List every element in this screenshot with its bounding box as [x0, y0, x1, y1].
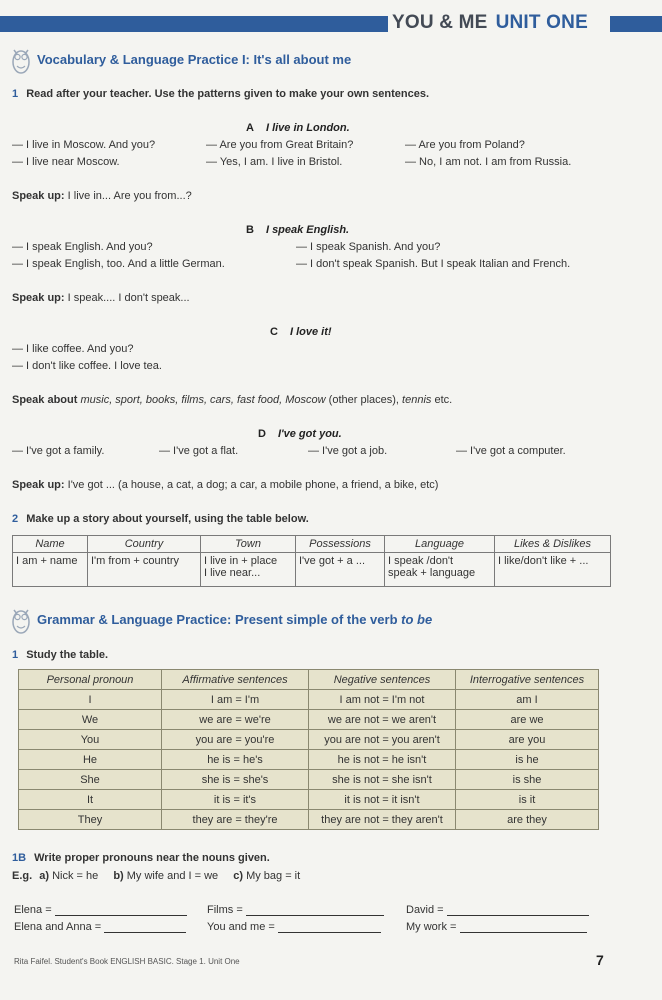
blank-item [207, 921, 381, 933]
grammar-cell: they are not = they aren't [309, 810, 456, 830]
pattern-c-line: — I like coffee. And you? [12, 343, 134, 355]
blank-line[interactable] [55, 905, 187, 916]
pattern-c-label [270, 326, 332, 338]
speak-about-mid: (other places), [325, 394, 403, 406]
table-row [13, 553, 611, 587]
grammar-cell: he is = he's [162, 750, 309, 770]
header-unit-text: UNIT ONE [495, 12, 588, 33]
grammar-cell: you are = you're [162, 730, 309, 750]
section2-title-italic: to be [401, 612, 433, 627]
table-header-cell: Language [385, 536, 495, 553]
table-header-cell: Name [13, 536, 88, 553]
header-title-text: YOU & ME [392, 12, 488, 33]
owl-icon [10, 606, 32, 634]
ex2-instruction [12, 513, 309, 525]
grammar-cell: she is not = she isn't [309, 770, 456, 790]
grammar-cell: I [19, 690, 162, 710]
pattern-a-line: — Are you from Poland? [405, 139, 525, 151]
pattern-a-line: — No, I am not. I am from Russia. [405, 156, 572, 168]
table-header-cell: Country [88, 536, 201, 553]
example-letter: a) [39, 870, 50, 882]
grammar-cell: We [19, 710, 162, 730]
grammar-cell: You [19, 730, 162, 750]
blank-label: You and me = [207, 921, 275, 933]
example-label: E.g. [12, 870, 33, 882]
grammar-cell: It [19, 790, 162, 810]
pattern-d-letter: D [258, 428, 266, 440]
speak-up-text: I've got ... (a house, a cat, a dog; a car, a mobile phone, a friend, a bike, etc) [67, 479, 439, 491]
speak-about-end: etc. [431, 394, 453, 406]
blank-line[interactable] [246, 905, 384, 916]
grammar-cell: he is not = he isn't [309, 750, 456, 770]
blank-label: My work = [406, 921, 457, 933]
about-me-table [12, 535, 611, 587]
ex1-number: 1 [12, 88, 19, 100]
pattern-d-title: I've got you. [277, 428, 342, 440]
example-letter: c) [233, 870, 244, 882]
table-cell: I'm from + country [88, 553, 201, 587]
pattern-c-letter: C [270, 326, 278, 338]
ex1b-instruction [12, 852, 270, 864]
pattern-a-label [246, 122, 350, 134]
ex1-instruction [12, 88, 429, 100]
grammar-row [19, 750, 599, 770]
table-header-row [13, 536, 611, 553]
ex1b-instruction-text: Write proper pronouns near the nouns given. [34, 852, 270, 864]
blank-line[interactable] [278, 922, 381, 933]
grammar-cell: are you [456, 730, 599, 750]
study-instruction-text: Study the table. [26, 649, 109, 661]
study-number: 1 [12, 649, 19, 661]
grammar-cell: is it [456, 790, 599, 810]
footer-text: Rita Faifel. Student's Book ENGLISH BASIC. Stage 1. Unit One [14, 957, 240, 966]
grammar-header-cell: Affirmative sentences [162, 670, 309, 690]
grammar-header-cell: Negative sentences [309, 670, 456, 690]
grammar-cell: is he [456, 750, 599, 770]
blank-label: Elena and Anna = [14, 921, 102, 933]
table-cell: I live in + place I live near... [201, 553, 296, 587]
pattern-b-line: — I speak Spanish. And you? [296, 241, 441, 253]
grammar-cell: it is = it's [162, 790, 309, 810]
header-title [392, 12, 588, 34]
grammar-header-row [19, 670, 599, 690]
pattern-c-title: I love it! [289, 326, 332, 338]
blank-item [14, 904, 187, 916]
grammar-row [19, 710, 599, 730]
blank-item [406, 904, 589, 916]
example-line [12, 870, 300, 882]
speak-up-b [12, 292, 190, 304]
grammar-cell: am I [456, 690, 599, 710]
blank-label: David = [406, 904, 444, 916]
pattern-a-letter: A [246, 122, 254, 134]
pattern-a-line: — Yes, I am. I live in Bristol. [206, 156, 343, 168]
to-be-table [18, 669, 599, 830]
table-cell: I like/don't like + ... [495, 553, 611, 587]
grammar-cell: they are = they're [162, 810, 309, 830]
grammar-row [19, 730, 599, 750]
ex2-number: 2 [12, 513, 19, 525]
table-cell: I've got + a ... [296, 553, 385, 587]
pattern-d-item: — I've got a family. [12, 445, 105, 457]
example-text: My wife and I = we [126, 870, 219, 882]
section2-title-text: Grammar & Language Practice: Present simple of the verb [37, 612, 402, 627]
table-header-cell: Possessions [296, 536, 385, 553]
grammar-row [19, 770, 599, 790]
grammar-cell: we are = we're [162, 710, 309, 730]
grammar-cell: are they [456, 810, 599, 830]
speak-up-label: Speak up: [12, 190, 65, 202]
grammar-cell: is she [456, 770, 599, 790]
section2-title [37, 612, 432, 627]
grammar-row [19, 790, 599, 810]
table-cell: I speak /don't speak + language [385, 553, 495, 587]
table-cell: I am + name [13, 553, 88, 587]
header-bar-right [610, 16, 662, 32]
speak-about-label: Speak about [12, 394, 78, 406]
example-text: My bag = it [246, 870, 301, 882]
ex1-instruction-text: Read after your teacher. Use the patterns given to make your own sentences. [26, 88, 430, 100]
pattern-b-line: — I speak English. And you? [12, 241, 153, 253]
pattern-b-letter: B [246, 224, 254, 236]
grammar-header-cell: Personal pronoun [19, 670, 162, 690]
grammar-row [19, 690, 599, 710]
blank-line[interactable] [460, 922, 587, 933]
pattern-d-item: — I've got a flat. [159, 445, 239, 457]
grammar-cell: She [19, 770, 162, 790]
pattern-c-line: — I don't like coffee. I love tea. [12, 360, 162, 372]
grammar-cell: you are not = you aren't [309, 730, 456, 750]
pattern-d-item: — I've got a computer. [456, 445, 566, 457]
grammar-row [19, 810, 599, 830]
speak-up-text: I live in... Are you from...? [67, 190, 192, 202]
table-header-cell: Town [201, 536, 296, 553]
grammar-cell: They [19, 810, 162, 830]
grammar-cell: she is = she's [162, 770, 309, 790]
pattern-b-label [246, 224, 349, 236]
blank-line[interactable] [104, 922, 186, 933]
pattern-b-line: — I don't speak Spanish. But I speak Italian and French. [296, 258, 571, 270]
header-bar-left [0, 16, 388, 32]
ex2-instruction-text: Make up a story about yourself, using the table below. [26, 513, 309, 525]
pattern-b-title: I speak English. [265, 224, 350, 236]
pattern-a-line: — I live in Moscow. And you? [12, 139, 156, 151]
grammar-cell: He [19, 750, 162, 770]
pattern-d-label [258, 428, 342, 440]
page-number: 7 [596, 952, 604, 968]
owl-icon [10, 46, 32, 74]
speak-about-topics: music, sport, books, films, cars, fast food, Moscow [80, 394, 326, 406]
speak-up-label: Speak up: [12, 479, 65, 491]
grammar-cell: I am = I'm [162, 690, 309, 710]
pattern-a-line: — Are you from Great Britain? [206, 139, 354, 151]
grammar-header-cell: Interrogative sentences [456, 670, 599, 690]
blank-line[interactable] [447, 905, 589, 916]
grammar-cell: we are not = we aren't [309, 710, 456, 730]
pattern-a-line: — I live near Moscow. [12, 156, 120, 168]
speak-up-d [12, 479, 438, 491]
grammar-cell: I am not = I'm not [309, 690, 456, 710]
blank-item [406, 921, 587, 933]
blank-label: Elena = [14, 904, 52, 916]
study-instruction [12, 649, 108, 661]
speak-about-topic2: tennis [402, 394, 432, 406]
grammar-cell: are we [456, 710, 599, 730]
grammar-cell: it is not = it isn't [309, 790, 456, 810]
blank-item [14, 921, 186, 933]
pattern-d-item: — I've got a job. [308, 445, 388, 457]
pattern-b-line: — I speak English, too. And a little German. [12, 258, 225, 270]
blank-label: Films = [207, 904, 243, 916]
pattern-a-title: I live in London. [265, 122, 350, 134]
example-text: Nick = he [52, 870, 99, 882]
speak-up-label: Speak up: [12, 292, 65, 304]
speak-up-a [12, 190, 192, 202]
blank-item [207, 904, 384, 916]
example-letter: b) [113, 870, 124, 882]
ex1b-number: 1B [12, 852, 27, 864]
speak-up-text: I speak.... I don't speak... [67, 292, 190, 304]
table-header-cell: Likes & Dislikes [495, 536, 611, 553]
section1-title: Vocabulary & Language Practice I: It's all about me [37, 52, 352, 67]
speak-about-c [12, 394, 452, 406]
